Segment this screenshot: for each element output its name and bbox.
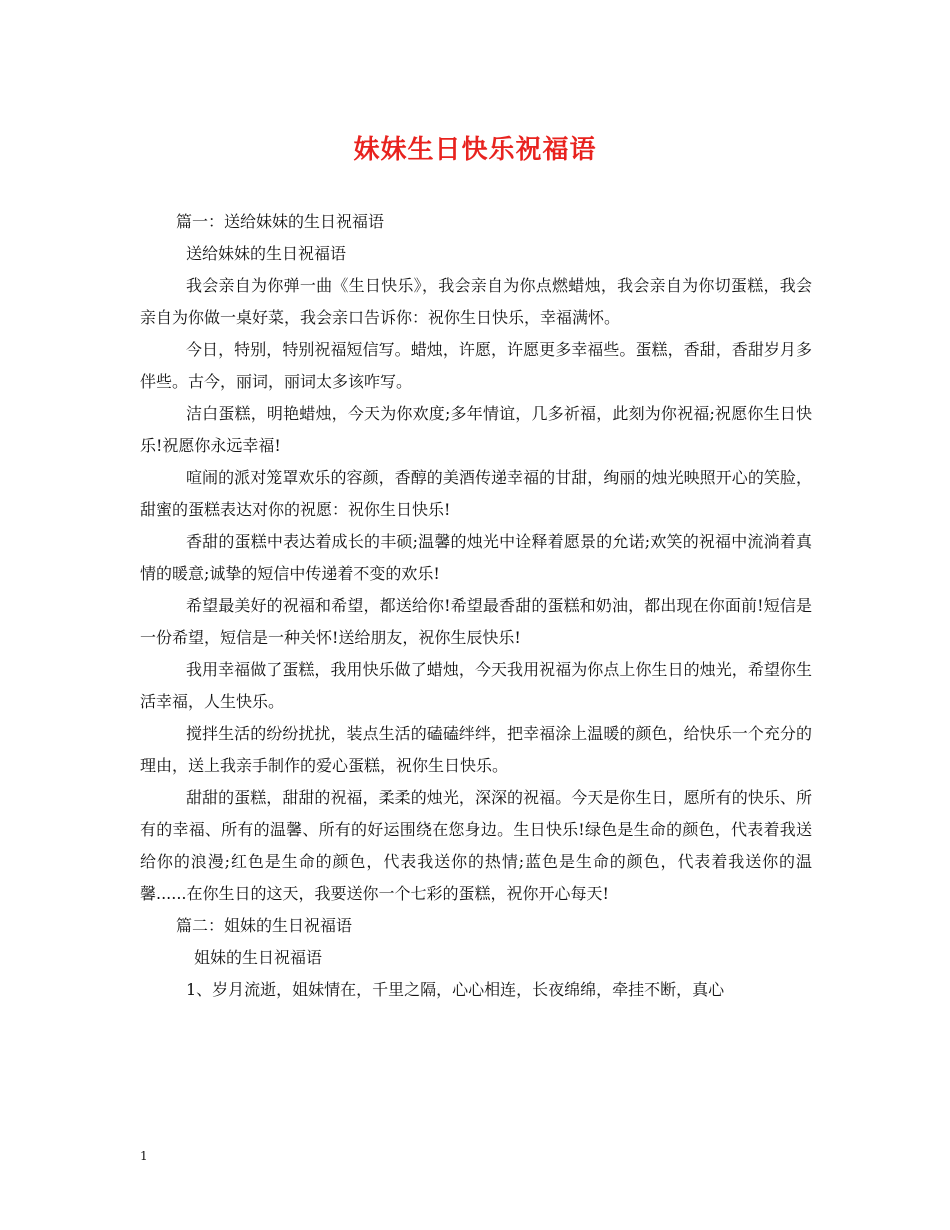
- section-heading-2: 篇二：姐妹的生日祝福语: [176, 916, 353, 935]
- paragraph: 喧闹的派对笼罩欢乐的容颜，香醇的美酒传递幸福的甘甜，绚丽的烛光映照开心的笑脸，甜蜜的蛋糕表达对你的祝愿：祝你生日快乐!: [140, 468, 812, 519]
- section-subheading-2: 姐妹的生日祝福语: [194, 948, 323, 967]
- paragraph: 洁白蛋糕，明艳蜡烛，今天为你欢度;多年情谊，几多祈福，此刻为你祝福;祝愿你生日快乐!祝愿你永远幸福!: [140, 404, 812, 455]
- document-title: 妹妹生日快乐祝福语: [353, 135, 597, 165]
- paragraph: 我用幸福做了蛋糕，我用快乐做了蜡烛，今天我用祝福为你点上你生日的烛光，希望你生活幸福，人生快乐。: [140, 660, 812, 711]
- paragraph: 我会亲自为你弹一曲《生日快乐》，我会亲自为你点燃蜡烛，我会亲自为你切蛋糕，我会亲自为你做一桌好菜，我会亲口告诉你：祝你生日快乐，幸福满怀。: [140, 276, 812, 327]
- paragraph: 甜甜的蛋糕，甜甜的祝福，柔柔的烛光，深深的祝福。今天是你生日，愿所有的快乐、所有的幸福、所有的温馨、所有的好运围绕在您身边。生日快乐!绿色是生命的颜色，代表着我送给你的浪漫;红色是生命的颜色，代表我送你的热情;蓝色是生命的颜色，代表着我送你的温馨......在你生日的这天，我要送你一个七彩的蛋糕，祝你开心每天!: [140, 788, 812, 903]
- document-body: [140, 206, 812, 1006]
- paragraph: 今日，特别，特别祝福短信写。蜡烛，许愿，许愿更多幸福些。蛋糕，香甜，香甜岁月多伴些。古今，丽词，丽词太多该咋写。: [140, 340, 812, 391]
- page-number: 1: [140, 1149, 148, 1163]
- section-subheading-1: 送给妹妹的生日祝福语: [186, 244, 347, 263]
- paragraph: 搅拌生活的纷纷扰扰，装点生活的磕磕绊绊，把幸福涂上温暖的颜色，给快乐一个充分的理由，送上我亲手制作的爱心蛋糕，祝你生日快乐。: [140, 724, 812, 775]
- paragraph: 香甜的蛋糕中表达着成长的丰硕;温馨的烛光中诠释着愿景的允诺;欢笑的祝福中流淌着真情的暖意;诚挚的短信中传递着不变的欢乐!: [140, 532, 812, 583]
- section-heading-1: 篇一：送给妹妹的生日祝福语: [176, 212, 385, 231]
- paragraph: 1、岁月流逝，姐妹情在，千里之隔，心心相连，长夜绵绵，牵挂不断，真心: [186, 980, 725, 999]
- paragraph: 希望最美好的祝福和希望，都送给你!希望最香甜的蛋糕和奶油，都出现在你面前!短信是一份希望，短信是一种关怀!送给朋友，祝你生辰快乐!: [140, 596, 812, 647]
